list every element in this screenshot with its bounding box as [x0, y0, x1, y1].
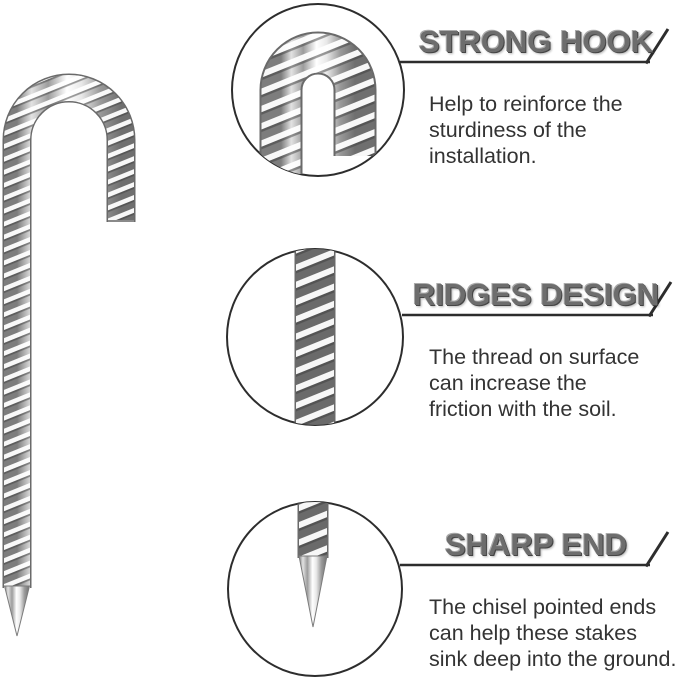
stake-image: [5, 88, 135, 636]
feature-description-line: sturdiness of the: [429, 118, 587, 142]
callout-ridges-design: [399, 277, 673, 422]
feature-description-line: can help these stakes: [429, 621, 637, 645]
callout-sharp-end: [399, 527, 677, 672]
feature-title: STRONG HOOK: [418, 24, 654, 59]
feature-description-line: can increase the: [429, 371, 587, 395]
feature-description-line: Help to reinforce the: [429, 92, 623, 116]
magnifier-circle-ridges: [227, 245, 403, 430]
feature-title: RIDGES DESIGN: [412, 277, 660, 312]
magnifier-circle-hook: [232, 4, 404, 176]
stake-sharp-tip: [5, 586, 30, 636]
feature-description-line: installation.: [429, 144, 537, 168]
callout-strong-hook: [399, 24, 673, 169]
feature-description: [399, 594, 677, 672]
feature-description-line: friction with the soil.: [429, 397, 617, 421]
feature-title: SHARP END: [444, 527, 628, 562]
magnifier-circle-tip: [228, 498, 402, 676]
feature-description-line: The thread on surface: [429, 345, 640, 369]
feature-description-line: The chisel pointed ends: [429, 595, 657, 619]
feature-description-line: sink deep into the ground.: [429, 647, 677, 671]
feature-description: [399, 344, 673, 422]
feature-description: [399, 91, 673, 169]
